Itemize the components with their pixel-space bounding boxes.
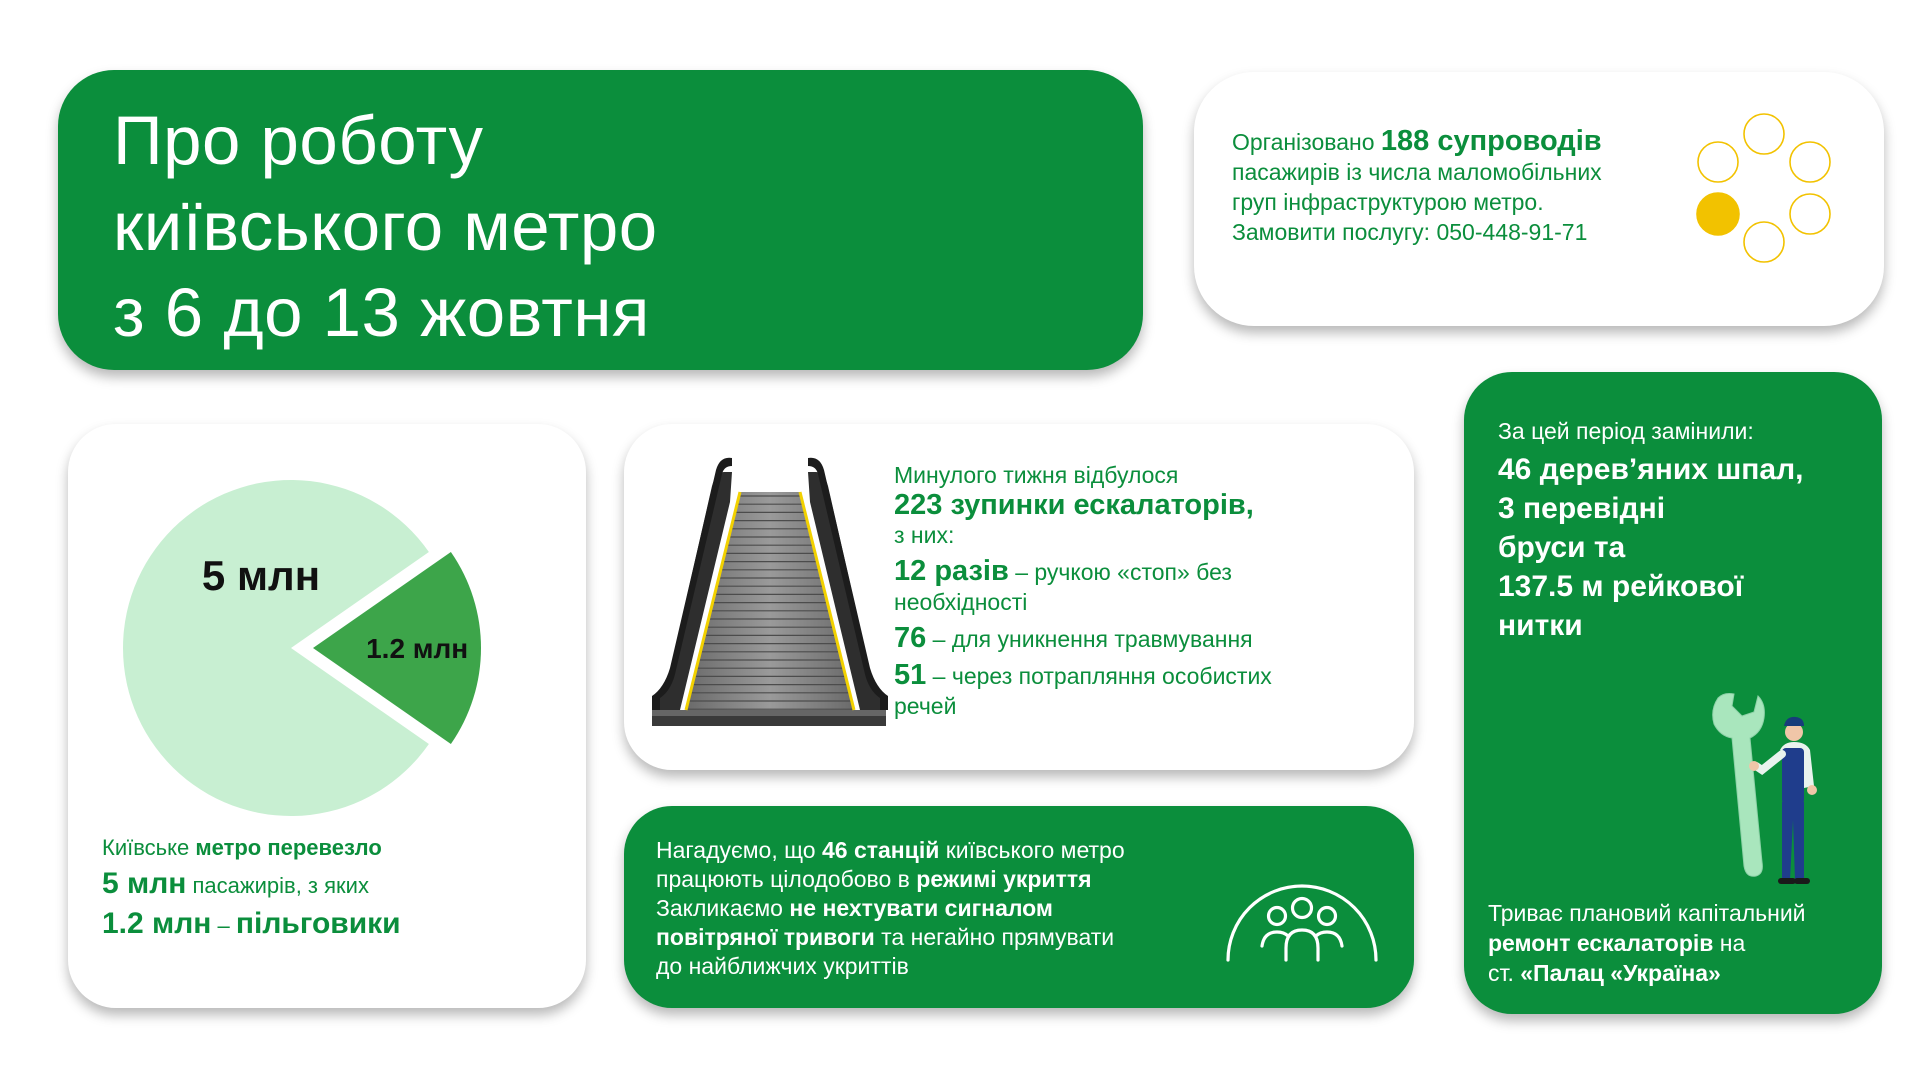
escalator-stops-card — [624, 424, 1414, 770]
caption-prefix: Київське — [102, 835, 196, 860]
escort-prefix: Організовано — [1232, 129, 1381, 155]
passengers-card — [68, 424, 586, 1008]
passengers-pie-chart — [106, 468, 526, 818]
stops-intro: Минулого тижня відбулося — [894, 462, 1179, 488]
escort-line-2: пасажирів із числа маломобільних — [1232, 159, 1602, 185]
repairs-bottom: Триває плановий капітальний ремонт ескалаторів на ст. «Палац «Україна» — [1488, 900, 1806, 986]
stops-item-1: 12 разів – ручкою «стоп» без необхідності — [894, 555, 1232, 615]
stops-sub: з них: — [894, 522, 955, 548]
title-line-3: з 6 до 13 жовтня — [113, 274, 650, 351]
total-text: пасажирів, з яких — [186, 873, 369, 898]
escort-line-3: груп інфраструктурою метро. — [1232, 189, 1544, 215]
pie-label-2: 1.2 млн — [366, 633, 469, 664]
passengers-caption: Київське метро перевезло 5 млн пасажирів, з яких 1.2 млн – пільговики — [102, 835, 401, 940]
page-title — [113, 98, 658, 356]
worker-with-wrench-icon — [1704, 690, 1834, 890]
escort-count: 188 супроводів — [1380, 125, 1602, 157]
total-passengers: 5 млн — [102, 867, 187, 900]
pie-label-1: 5 млн — [201, 552, 321, 599]
shelter-card — [624, 806, 1414, 1008]
stops-item-3: 51 – через потрапляння особистих речей — [894, 659, 1272, 719]
stops-headline: 223 зупинки ескалаторів, — [894, 489, 1254, 521]
benefit-passengers: 1.2 млн — [102, 907, 212, 940]
title-line-2: київського метро — [113, 188, 658, 265]
escalator-icon — [650, 452, 890, 742]
circles-decoration-icon — [1694, 112, 1844, 272]
escort-card — [1194, 72, 1884, 326]
repairs-item-3: бруси та — [1498, 531, 1626, 564]
repairs-item-1: 46 дерев’яних шпал, — [1498, 453, 1804, 486]
people-shelter-icon — [1222, 848, 1382, 968]
repairs-item-4: 137.5 м рейкової — [1498, 570, 1744, 603]
escort-phone: Замовити послугу: 050-448-91-71 — [1232, 219, 1588, 245]
repairs-item-5: нитки — [1498, 609, 1583, 642]
stops-item-2: 76 – для уникнення травмування — [894, 622, 1253, 654]
caption-bold: метро перевезло — [195, 835, 382, 860]
shelter-text: Нагадуємо, що 46 станцій київського метро працюють цілодобово в режимі укриття Закликаємо не нехтувати сигналом повітряної тривоги та негайно прямувати до найближчих укриттів — [656, 837, 1125, 979]
repairs-card — [1464, 372, 1882, 1014]
escort-text — [1232, 126, 1602, 247]
repairs-list — [1498, 450, 1804, 645]
repairs-intro: За цей період замінили: — [1498, 418, 1754, 444]
title-line-1: Про роботу — [113, 102, 484, 179]
title-card — [58, 70, 1143, 370]
benefit-label: пільговики — [235, 907, 401, 940]
escalator-stops-text — [894, 460, 1394, 721]
repairs-item-2: 3 перевідні — [1498, 492, 1666, 525]
